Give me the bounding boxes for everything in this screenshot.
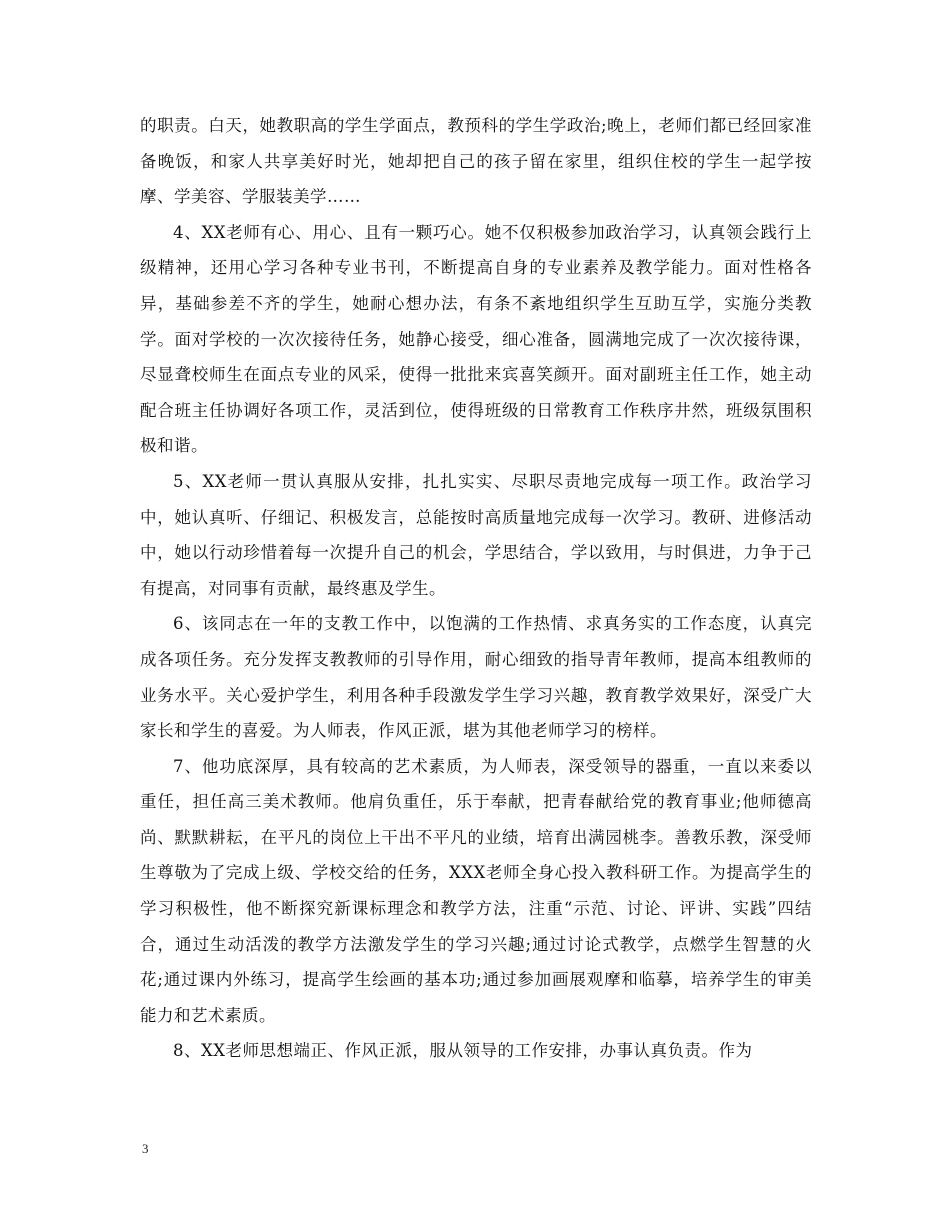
body-text [140, 108, 812, 1069]
paragraph-item-4: 4、XX老师有心、用心、且有一颗巧心。她不仅积极参加政治学习，认真领会践行上级精神，还用心学习各种专业书刊，不断提高自身的专业素养及教学能力。面对性格各异，基础参差不齐的学生，她耐心想办法，有条不紊地组织学生互助互学，实施分类教学。面对学校的一次次接待任务，她静心接受，细心准备，圆满地完成了一次次接待课，尽显聋校师生在面点专业的风采，使得一批批来宾喜笑颜开。面对副班主任工作，她主动配合班主任协调好各项工作，灵活到位，使得班级的日常教育工作秩序井然，班级氛围积极和谐。 [140, 222, 812, 456]
paragraph-item-5: 5、XX老师一贯认真服从安排，扎扎实实、尽职尽责地完成每一项工作。政治学习中，她认真听、仔细记、积极发言，总能按时高质量地完成每一次学习。教研、进修活动中，她以行动珍惜着每一次提升自己的机会，学思结合，学以致用，与时俱进，力争于己有提高，对同事有贡献，最终惠及学生。 [140, 471, 812, 598]
paragraph-item-7: 7、他功底深厚，具有较高的艺术素质，为人师表，深受领导的器重，一直以来委以重任，担任高三美术教师。他肩负重任，乐于奉献，把青春献给党的教育事业;他师德高尚、默默耕耘，在平凡的岗位上干出不平凡的业绩，培育出满园桃李。善教乐教，深受师生尊敬为了完成上级、学校交给的任务，XXX老师全身心投入教科研工作。为提高学生的学习积极性，他不断探究新课标理念和教学方法，注重“示范、讨论、评讲、实践”四结合，通过生动活泼的教学方法激发学生的学习兴趣;通过讨论式教学，点燃学生智慧的火花;通过课内外练习，提高学生绘画的基本功;通过参加画展观摩和临摹，培养学生的审美能力和艺术素质。 [140, 756, 812, 1025]
paragraph-item-6: 6、该同志在一年的支教工作中，以饱满的工作热情、求真务实的工作态度，认真完成各项任务。充分发挥支教教师的引导作用，耐心细致的指导青年教师，提高本组教师的业务水平。关心爱护学生，利用各种手段激发学生学习兴趣，教育教学效果好，深受广大家长和学生的喜爱。为人师表，作风正派，堪为其他老师学习的榜样。 [140, 614, 812, 741]
page-number: 3 [142, 1141, 149, 1156]
paragraph-continuation: 的职责。白天，她教职高的学生学面点，教预科的学生学政治;晚上，老师们都已经回家准备晚饭，和家人共享美好时光，她却把自己的孩子留在家里，组织住校的学生一起学按摩、学美容、学服装美学…… [140, 116, 812, 207]
paragraph-item-8: 8、XX老师思想端正、作风正派，服从领导的工作安排，办事认真负责。作为 [173, 1041, 753, 1061]
